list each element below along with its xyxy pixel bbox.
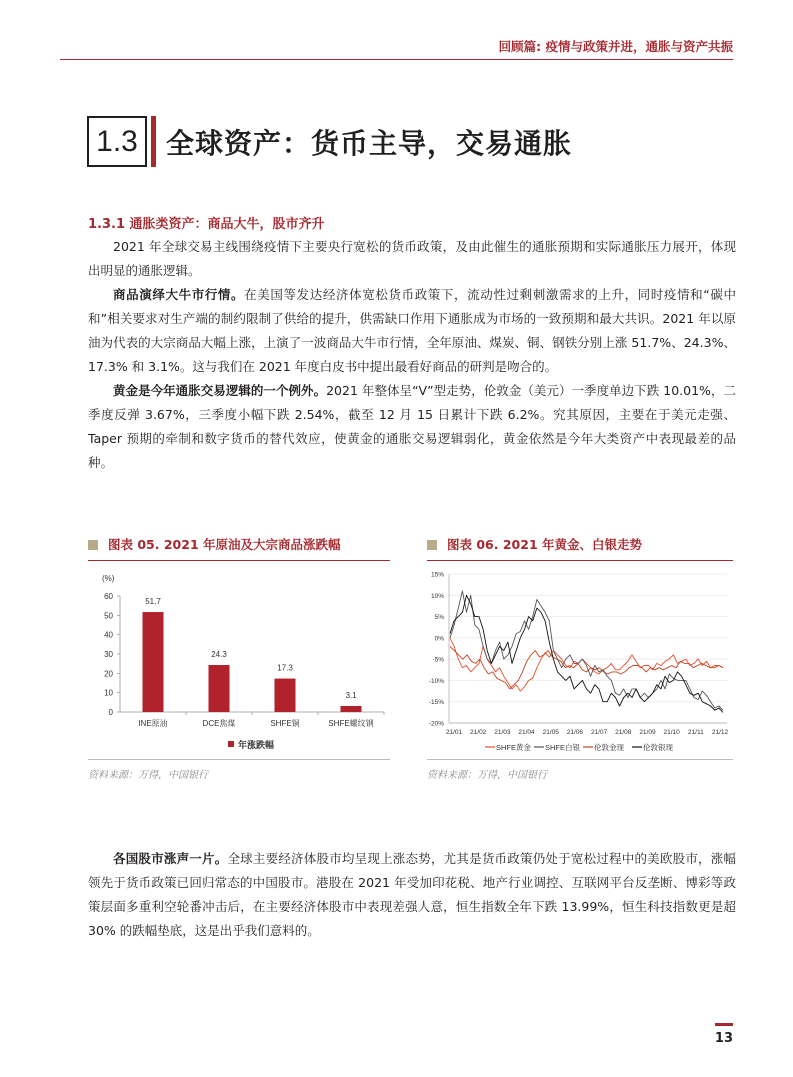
- paragraph-1-text: 2021 年全球交易主线围绕疫情下主要央行宽松的货币政策，及由此催生的通胀预期和实际通胀压力展开，体现出明显的通胀逻辑。: [88, 239, 736, 278]
- legend-label: SHFE白银: [545, 743, 581, 752]
- series-line-4: [450, 595, 723, 712]
- y-tick-label: -5%: [432, 656, 444, 664]
- x-tick-label: 21/06: [566, 729, 584, 736]
- paragraph-2: [88, 283, 736, 379]
- legend-label: SHFE黄金: [496, 743, 532, 752]
- y-tick-label: -20%: [428, 720, 444, 728]
- bar: [209, 665, 230, 712]
- figure-06-bottom-rule: [427, 759, 733, 760]
- paragraph-2-lead: 商品演绎大牛市行情。: [113, 287, 245, 302]
- x-tick-label: 21/10: [663, 729, 680, 736]
- y-tick-label: 5%: [434, 614, 444, 622]
- y-tick-label: 30: [104, 650, 113, 659]
- y-tick-label: 0%: [434, 635, 444, 643]
- paragraph-3-lead: 黄金是今年通胀交易逻辑的一个例外。: [113, 383, 327, 398]
- x-tick-label: 21/11: [687, 729, 704, 736]
- body-text-bottom: [88, 847, 736, 943]
- header-title: 回顾篇: 疫情与政策并进，通胀与资产共振: [498, 39, 733, 54]
- x-tick-label: 21/05: [542, 729, 559, 736]
- series-line-2: [450, 591, 723, 710]
- x-tick-label: 21/09: [639, 729, 656, 736]
- bar: [341, 706, 362, 712]
- legend-label: 年涨跌幅: [238, 740, 275, 750]
- section-accent-bar: [151, 116, 156, 167]
- legend-label: 伦敦金现: [594, 743, 624, 752]
- x-tick-label: INE原油: [138, 719, 168, 728]
- paragraph-4-lead: 各国股市涨声一片。: [113, 851, 228, 866]
- paragraph-4: [88, 847, 736, 943]
- bar-value-label: 24.3: [211, 650, 227, 660]
- figure-05-source: 资料来源：万得，中国银行: [88, 770, 208, 781]
- figure-05-title-text: 图表 05. 2021 年原油及大宗商品涨跌幅: [108, 537, 341, 552]
- x-tick-label: 21/02: [470, 729, 487, 736]
- paragraph-3-text: 2021 年整体呈“V”型走势，伦敦金（美元）一季度单边下跌 10.01%，二季度反弹 3.67%，三季度小幅下跌 2.54%，截至 12 月 15 日累计下跌 6.2%。究其原因，主要在于美元走强、Taper 预期的牵制和数字货币的替代效应，使黄金的通胀交易逻辑弱化，黄金依然是今年大类资产中表现最差的品种。: [88, 383, 736, 470]
- y-tick-label: 20: [104, 669, 113, 679]
- figure-06-rule: [427, 560, 733, 561]
- header-divider: [60, 59, 733, 60]
- bar-value-label: 3.1: [345, 691, 357, 701]
- x-tick-label: SHFE铜: [270, 719, 300, 728]
- bar: [275, 679, 296, 712]
- figure-marker-icon: [427, 540, 437, 550]
- bar-value-label: 51.7: [145, 597, 161, 607]
- figure-marker-icon: [88, 540, 98, 550]
- page-number: 13: [714, 1031, 733, 1046]
- y-tick-label: 50: [104, 611, 113, 621]
- y-tick-label: 0: [108, 708, 113, 717]
- y-tick-label: -10%: [428, 677, 444, 685]
- y-tick-label: 15%: [430, 571, 444, 579]
- y-tick-label: 10%: [430, 592, 444, 600]
- body-text-top: [88, 235, 736, 475]
- figure-06-source: 资料来源：万得，中国银行: [427, 770, 547, 781]
- figure-05-bottom-rule: [88, 759, 390, 760]
- paragraph-4-text: 全球主要经济体股市均呈现上涨态势，尤其是货币政策仍处于宽松过程中的美欧股市，涨幅领先于货币政策已回归常态的中国股市。港股在 2021 年受加印花税、地产行业调控、互联网平台反垄断、博彩等政策层面多重利空轮番冲击后，在主要经济体股市中表现差强人意，恒生指数全年下跌 13.99%，恒生科技指数更是超 30% 的跌幅垫底，这是出乎我们意料的。: [88, 851, 736, 938]
- paragraph-1: [88, 235, 736, 283]
- paragraph-2-text: 在美国等发达经济体宽松货币政策下，流动性过剩刺激需求的上升，同时疫情和“碳中和”相关要求对生产端的制约限制了供给的提升，供需缺口作用下通胀成为市场的一致预期和最大共识。2021 年以原油为代表的大宗商品大幅上涨，上演了一波商品大牛市行情，全年原油、煤炭、铜、钢铁分别上涨 51.7%、24.3%、17.3% 和 3.1%。这与我们在 2021 年度白皮书中提出最看好商品的研判是吻合的。: [88, 287, 736, 374]
- section-number: 1.3: [87, 116, 147, 167]
- series-line-1: [450, 638, 723, 691]
- bar: [143, 612, 164, 712]
- x-tick-label: 21/07: [590, 729, 608, 736]
- y-tick-label: -15%: [428, 699, 444, 707]
- line-chart: [427, 566, 733, 756]
- x-tick-label: SHFE螺纹钢: [328, 719, 374, 728]
- x-tick-label: 21/03: [494, 729, 511, 736]
- legend-label: 伦敦银现: [643, 743, 673, 752]
- bar-value-label: 17.3: [277, 663, 293, 673]
- section-title: 全球资产：货币主导，交易通胀: [166, 127, 573, 160]
- y-axis-unit-label: (%): [102, 574, 115, 583]
- y-tick-label: 10: [104, 688, 113, 698]
- figure-06-title: [427, 535, 642, 553]
- legend-swatch: [228, 741, 234, 747]
- x-tick-label: 21/04: [518, 729, 535, 736]
- paragraph-3: [88, 379, 736, 475]
- x-tick-label: 21/08: [615, 729, 632, 736]
- bar-chart: [88, 566, 390, 756]
- page-number-accent: [715, 1023, 733, 1026]
- x-tick-label: 21/12: [711, 729, 729, 736]
- figure-05-title: [88, 535, 341, 553]
- figure-06-title-text: 图表 06. 2021 年黄金、白银走势: [447, 537, 642, 552]
- series-line-3: [450, 646, 723, 689]
- figure-05-rule: [88, 560, 390, 561]
- y-tick-label: 40: [104, 630, 113, 640]
- subsection-title: 1.3.1 通胀类资产：商品大牛，股市齐升: [88, 217, 325, 232]
- x-tick-label: DCE焦煤: [202, 719, 236, 728]
- x-tick-label: 21/01: [445, 729, 463, 736]
- y-tick-label: 60: [104, 592, 113, 601]
